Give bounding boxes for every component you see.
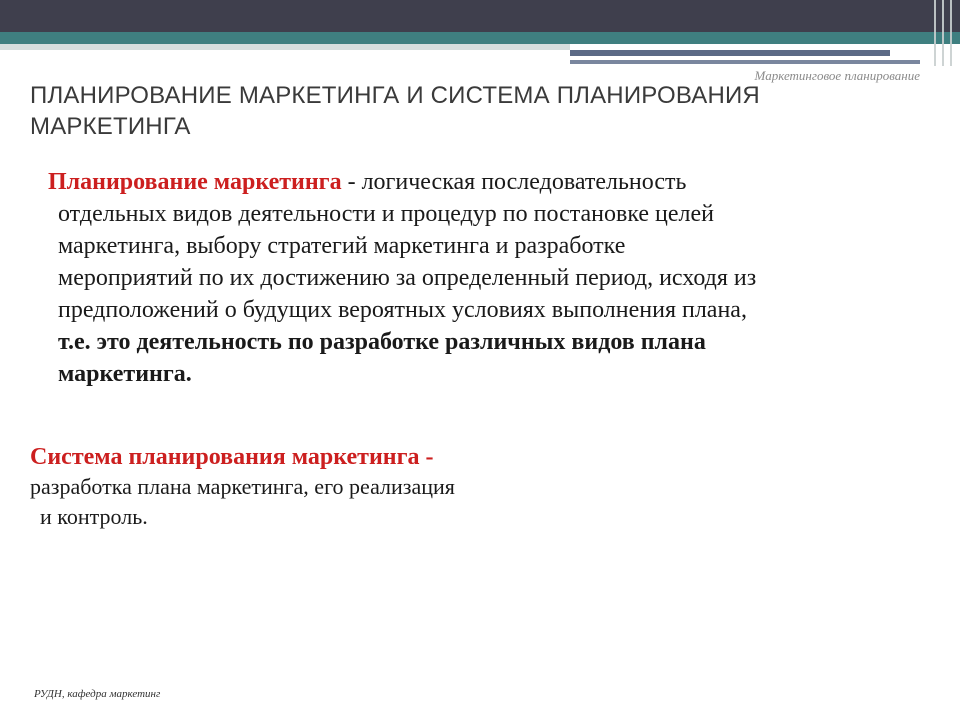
definition-1-line-4: мероприятий по их достижению за определенный период, исходя из — [58, 265, 757, 291]
top-banner-light — [0, 44, 570, 50]
definition-1-line-5: предположений о будущих вероятных условиях выполнения плана, — [58, 297, 747, 323]
corner-ornament — [930, 0, 960, 66]
definition-1-line-2: отдельных видов деятельности и процедур по постановке целей — [58, 201, 715, 227]
term-planning-system: Система планирования маркетинга - — [30, 444, 434, 470]
term-marketing-planning: Планирование маркетинга — [48, 169, 342, 195]
accent-stripe — [570, 50, 890, 56]
definition-1-dash-text: - логическая последовательность — [341, 169, 687, 195]
definition-2-line-1: разработка плана маркетинга, его реализация — [30, 474, 455, 499]
definition-1-bold-line-2: маркетинга. — [58, 361, 192, 387]
slide-title-line-1: ПЛАНИРОВАНИЕ МАРКЕТИНГА И СИСТЕМА ПЛАНИРОВАНИЯ — [30, 82, 760, 109]
accent-stripe-thin — [570, 60, 920, 64]
top-banner-teal — [0, 32, 960, 44]
slide-title — [30, 80, 810, 142]
definition-2-line-2: и контроль. — [40, 504, 148, 529]
top-banner-dark — [0, 0, 960, 32]
slide-title-line-2: МАРКЕТИНГА — [30, 113, 191, 140]
header-note: Маркетинговое планирование — [754, 68, 920, 83]
definition-planning-system — [30, 442, 590, 532]
definition-1-line-3: маркетинга, выбору стратегий маркетинга и разработке — [58, 233, 626, 259]
definition-1-bold-line-1: т.е. это деятельность по разработке различных видов плана — [58, 329, 706, 355]
definition-1-line-1 — [48, 166, 928, 198]
definition-marketing-planning — [48, 166, 928, 390]
footer-note: РУДН, кафедра маркетинг — [34, 688, 161, 700]
